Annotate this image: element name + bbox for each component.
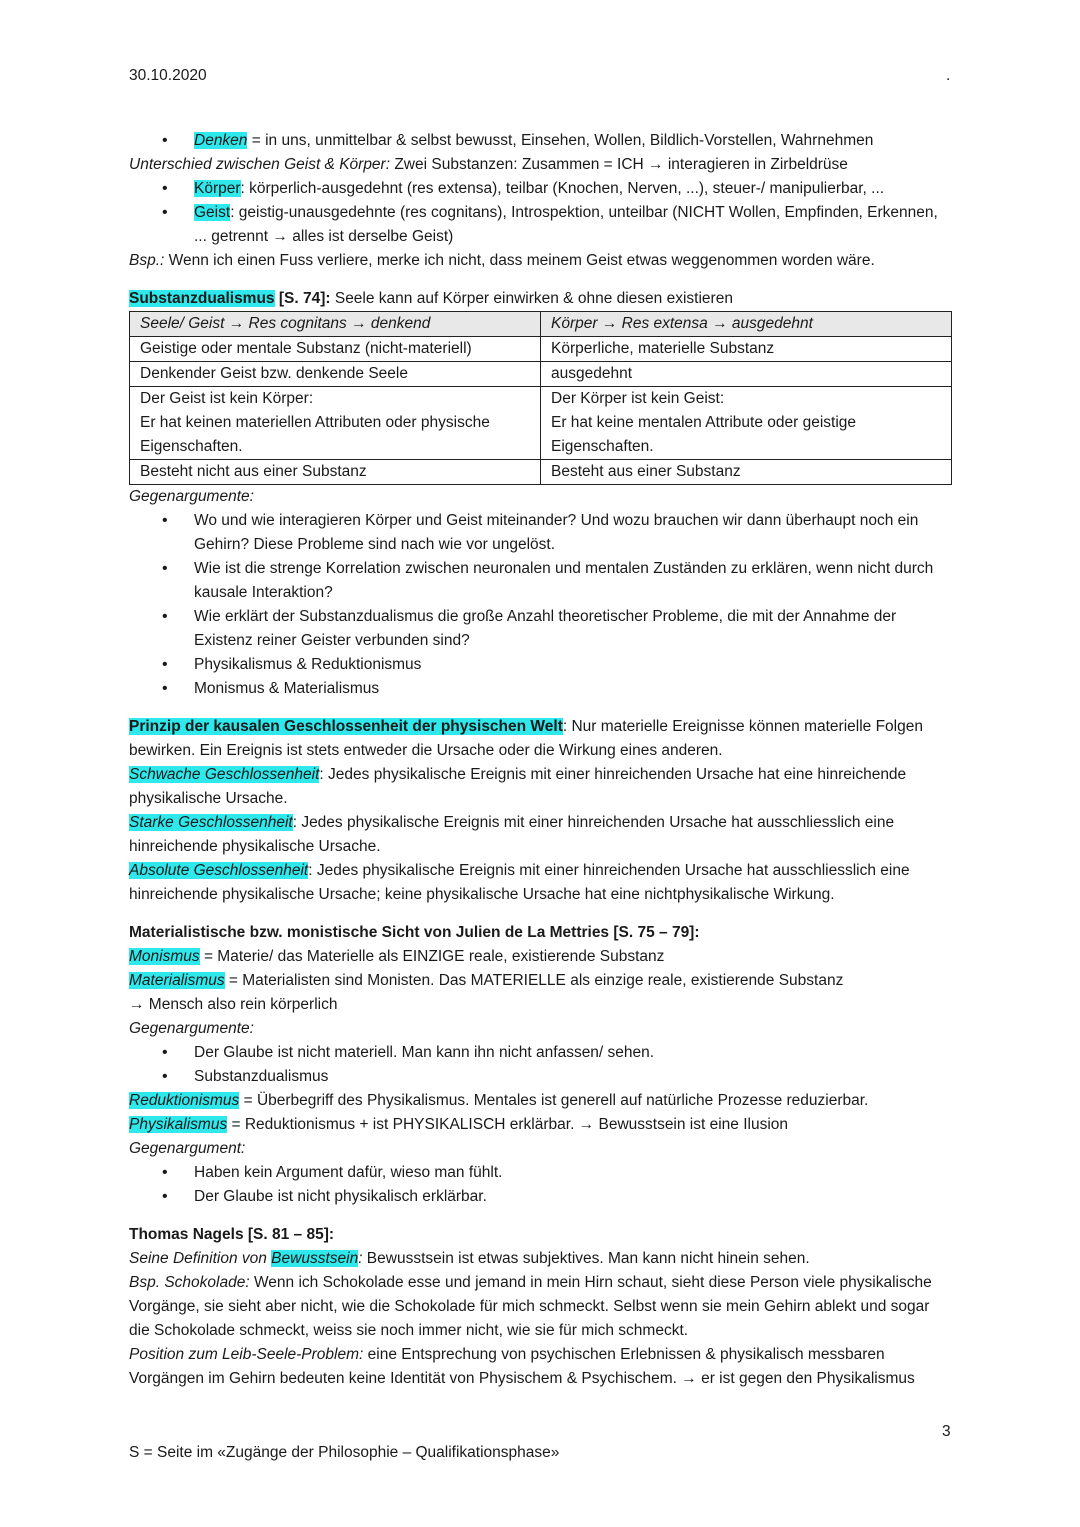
physik-gegen-list [129,1161,954,1209]
corner-dot: . [946,67,951,84]
bsp-text: Wenn ich einen Fuss verliere, merke ich nicht, dass meinem Geist etwas weggenommen worden wäre. [164,252,875,269]
table-cell [541,387,952,460]
list-item: • Physikalismus & Reduktionismus [194,653,954,677]
absolut-paragraph [129,859,954,907]
table-row [130,460,952,485]
table-header-cell: Seele/ Geist → Res cognitans → denkend [130,312,541,337]
prinzip-text: : Nur materielle Ereignisse können materielle Folgen bewirken. Ein Ereignis ist stets entweder die Ursache oder die Wirkung eines anderen. [129,718,923,759]
term-monismus: Monismus [129,948,200,965]
substanzdualismus-heading [129,287,954,311]
list-item: • Der Glaube ist nicht materiell. Man kann ihn nicht anfassen/ sehen. [194,1041,954,1065]
prinzip-paragraph [129,715,954,763]
reduktionismus-text: = Überbegriff des Physikalismus. Mentales ist generell auf natürliche Prozesse reduzierbar. [239,1092,869,1109]
physikalismus-text: = Reduktionismus + ist PHYSIKALISCH erklärbar. → Bewusstsein ist eine Ilusion [227,1116,789,1133]
mettrie-heading: Materialistische bzw. monistische Sicht von Julien de La Mettries [S. 75 – 79]: [129,924,700,941]
footer-note: S = Seite im «Zugänge der Philosophie – Qualifikationsphase» [129,1444,560,1461]
list-item [194,201,954,249]
term-denken: Denken [194,132,248,149]
table-cell: Denkender Geist bzw. denkende Seele [130,362,541,387]
term-prinzip: Prinzip der kausalen Geschlossenheit der physischen Welt [129,718,563,735]
term-bewusstsein: Bewusstsein [271,1250,359,1267]
substanzdualismus-text: Seele kann auf Körper einwirken & ohne diesen existieren [330,290,733,307]
materialismus-line [129,969,954,993]
table-header-cell: Körper → Res extensa → ausgedehnt [541,312,952,337]
page-ref: [S. 74]: [274,290,331,307]
list-item [194,129,954,153]
list-item: • Haben kein Argument dafür, wieso man fühlt. [194,1161,954,1185]
date: 30.10.2020 [129,67,207,84]
term-starke-geschlossenheit: Starke Geschlossenheit [129,814,293,831]
unterschied-text: Zwei Substanzen: Zusammen = ICH → interagieren in Zirbeldrüse [390,156,848,173]
cell-line: Er hat keine mentalen Attribute oder geistige Eigenschaften. [551,414,857,455]
table-cell: ausgedehnt [541,362,952,387]
list-item: • Wie erklärt der Substanzdualismus die große Anzahl theoretischer Probleme, die mit der Annahme der Existenz reiner Geister verbunden sind? [194,605,954,653]
geist-definition: : geistig-unausgedehnte (res cognitans), Introspektion, unteilbar (NICHT Wollen, Empfinden, Erkennen, ... getrennt → alles ist derselbe Geist) [194,204,938,245]
bsp-text: Wenn ich Schokolade esse und jemand in mein Hirn schaut, sieht diese Person viele physikalische Vorgänge, sie sieht aber nicht, wie die Schokolade für mich schmeckt. Selbst wenn sie mein Gehirn ablekt und sogar die Schokolade schmeckt, weiss sie noch immer nicht, wie sie für mich schmeckt. [129,1274,932,1339]
schwach-text: : Jedes physikalische Ereignis mit einer hinreichenden Ursache hat eine hinreichende physikalische Ursache. [129,766,907,807]
def-colon: : [358,1250,363,1267]
table-cell: Geistige oder mentale Substanz (nicht-materiell) [130,337,541,362]
bsp-label: Bsp. Schokolade: [129,1274,250,1291]
gegenargumente-label: Gegenargumente: [129,1020,254,1037]
gegenargument-label: Gegenargument: [129,1140,246,1157]
mensch-line: → Mensch also rein körperlich [129,996,338,1013]
term-substanzdualismus: Substanzdualismus [129,290,275,307]
list-item: • Wie ist die strenge Korrelation zwischen neuronalen und mentalen Zuständen zu erklären, wenn nicht durch kausale Interaktion? [194,557,954,605]
koerper-definition: : körperlich-ausgedehnt (res extensa), teilbar (Knochen, Nerven, ...), steuer-/ manipulierbar, ... [240,180,885,197]
table-header-row [130,312,952,337]
stark-text: : Jedes physikalische Ereignis mit einer hinreichenden Ursache hat ausschliesslich eine hinreichende physikalische Ursache. [129,814,895,855]
absolut-text: : Jedes physikalische Ereignis mit einer hinreichenden Ursache hat ausschliesslich eine hinreichende physikalische Ursache; keine physikalische Ursache hat eine nichtphysikalische Wirkung. [129,862,910,903]
table-cell: Besteht aus einer Substanz [541,460,952,485]
stark-paragraph [129,811,954,859]
beispiel-fuss [129,249,954,273]
def-label: Seine Definition von [129,1250,272,1267]
materialismus-text: = Materialisten sind Monisten. Das MATERIELLE als einzige reale, existierende Substanz [224,972,844,989]
term-physikalismus: Physikalismus [129,1116,228,1133]
list-item [194,177,954,201]
position-label: Position zum Leib-Seele-Problem: [129,1346,364,1363]
monismus-text: = Materie/ das Materielle als EINZIGE reale, existierende Substanz [199,948,665,965]
def-text: Bewusstsein ist etwas subjektives. Man kann nicht hinein sehen. [362,1250,810,1267]
term-absolute-geschlossenheit: Absolute Geschlossenheit [129,862,309,879]
page-content [129,129,954,1391]
denken-definition: = in uns, unmittelbar & selbst bewusst, Einsehen, Wollen, Bildlich-Vorstellen, Wahrnehmen [247,132,874,149]
physikalismus-line [129,1113,954,1137]
koerper-geist-list [129,177,954,249]
table-cell: Körperliche, materielle Substanz [541,337,952,362]
list-item: • Wo und wie interagieren Körper und Geist miteinander? Und wozu brauchen wir dann überhaupt noch ein Gehirn? Diese Probleme sind nach wie vor ungelöst. [194,509,954,557]
reduktionismus-line [129,1089,954,1113]
cell-line: Er hat keinen materiellen Attributen oder physische Eigenschaften. [140,414,490,455]
list-item: • Monismus & Materialismus [194,677,954,701]
monismus-line [129,945,954,969]
unterschied-line [129,153,954,177]
cell-line: Der Geist ist kein Körper: [140,390,314,407]
table-row [130,362,952,387]
table-cell [130,387,541,460]
comparison-table [129,311,952,485]
cell-line: Der Körper ist kein Geist: [551,390,725,407]
schwach-paragraph [129,763,954,811]
list-item: • Der Glaube ist nicht physikalisch erklärbar. [194,1185,954,1209]
denken-list [129,129,954,153]
term-schwache-geschlossenheit: Schwache Geschlossenheit [129,766,320,783]
mettrie-gegen-list [129,1041,954,1089]
unterschied-label: Unterschied zwischen Geist & Körper: [129,156,391,173]
bsp-label: Bsp.: [129,252,165,269]
term-reduktionismus: Reduktionismus [129,1092,240,1109]
nagel-beispiel [129,1271,954,1343]
gegenargumente-list [129,509,954,701]
list-item: • Substanzdualismus [194,1065,954,1089]
table-row [130,387,952,460]
position-text: eine Entsprechung von psychischen Erlebnissen & physikalisch messbaren Vorgängen im Gehirn bedeuten keine Identität von Physischem & Psychischem. → er ist gegen den Physikalismus [129,1346,915,1387]
nagel-definition [129,1247,954,1271]
term-koerper: Körper [194,180,241,197]
term-materialismus: Materialismus [129,972,225,989]
nagel-position [129,1343,954,1391]
term-geist: Geist [194,204,231,221]
nagel-heading: Thomas Nagels [S. 81 – 85]: [129,1226,335,1243]
table-cell: Besteht nicht aus einer Substanz [130,460,541,485]
table-row [130,337,952,362]
page-number: 3 [942,1423,951,1440]
gegenargumente-label: Gegenargumente: [129,488,254,505]
